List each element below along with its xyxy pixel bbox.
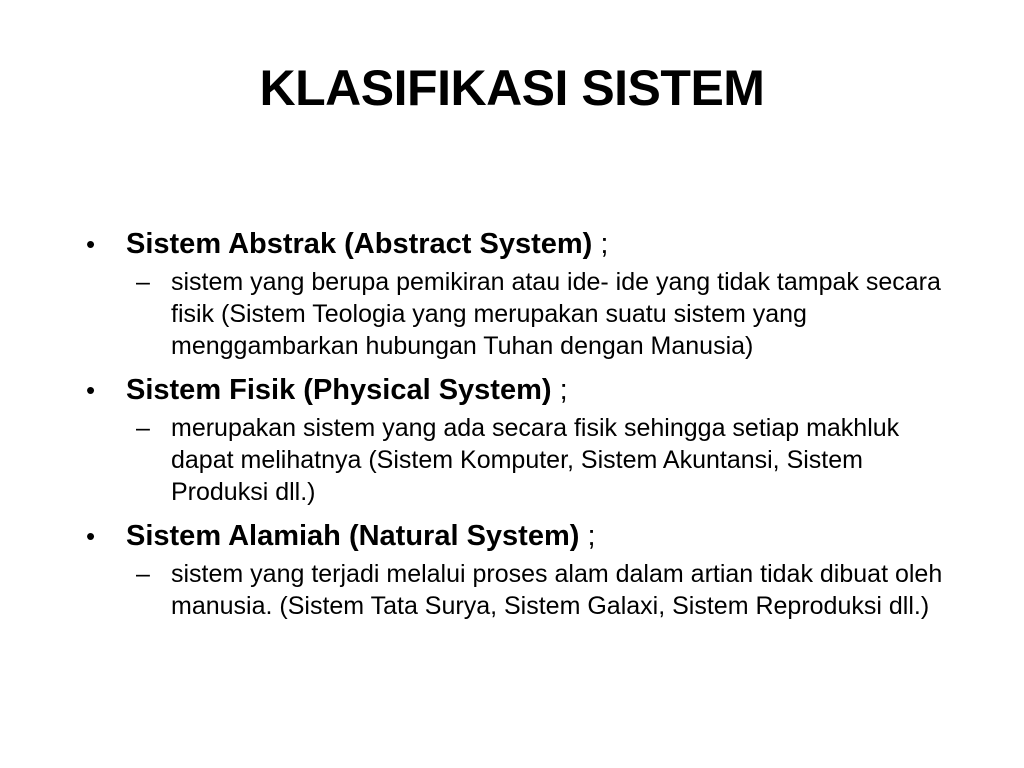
bullet-item-abstract-system xyxy=(86,222,966,362)
bullet-line xyxy=(86,514,966,558)
bullet-suffix: ; xyxy=(579,520,596,552)
bullet-label: Sistem Fisik (Physical System) xyxy=(126,374,552,406)
bullet-icon: • xyxy=(86,521,96,551)
bullet-icon: • xyxy=(86,229,96,259)
dash-icon: – xyxy=(136,414,150,442)
bullet-item-natural-system xyxy=(86,514,966,622)
bullet-line xyxy=(86,222,966,266)
sub-item xyxy=(126,266,966,362)
sub-item-text: merupakan sistem yang ada secara fisik sehingga setiap makhluk dapat melihatnya (Sistem Komputer, Sistem Akuntansi, Sistem Produksi dll.) xyxy=(171,414,900,506)
dash-icon: – xyxy=(136,268,150,296)
bullet-suffix: ; xyxy=(551,374,568,406)
bullet-suffix: ; xyxy=(592,228,609,260)
sub-item xyxy=(126,558,966,622)
bullet-label: Sistem Alamiah (Natural System) xyxy=(126,520,580,552)
bullet-label: Sistem Abstrak (Abstract System) xyxy=(126,228,593,260)
slide-title: KLASIFIKASI SISTEM xyxy=(259,60,765,116)
sub-item-text: sistem yang terjadi melalui proses alam dalam artian tidak dibuat oleh manusia. (Sistem Tata Surya, Sistem Galaxi, Sistem Reproduksi dll.) xyxy=(171,560,943,620)
sub-item-text: sistem yang berupa pemikiran atau ide- ide yang tidak tampak secara fisik (Sistem Teologia yang merupakan suatu sistem yang menggambarkan hubungan Tuhan dengan Manusia) xyxy=(171,268,941,360)
dash-icon: – xyxy=(136,560,150,588)
sub-item xyxy=(126,412,966,508)
bullet-list xyxy=(86,222,966,628)
bullet-item-physical-system xyxy=(86,368,966,508)
bullet-line xyxy=(86,368,966,412)
bullet-icon: • xyxy=(86,375,96,405)
